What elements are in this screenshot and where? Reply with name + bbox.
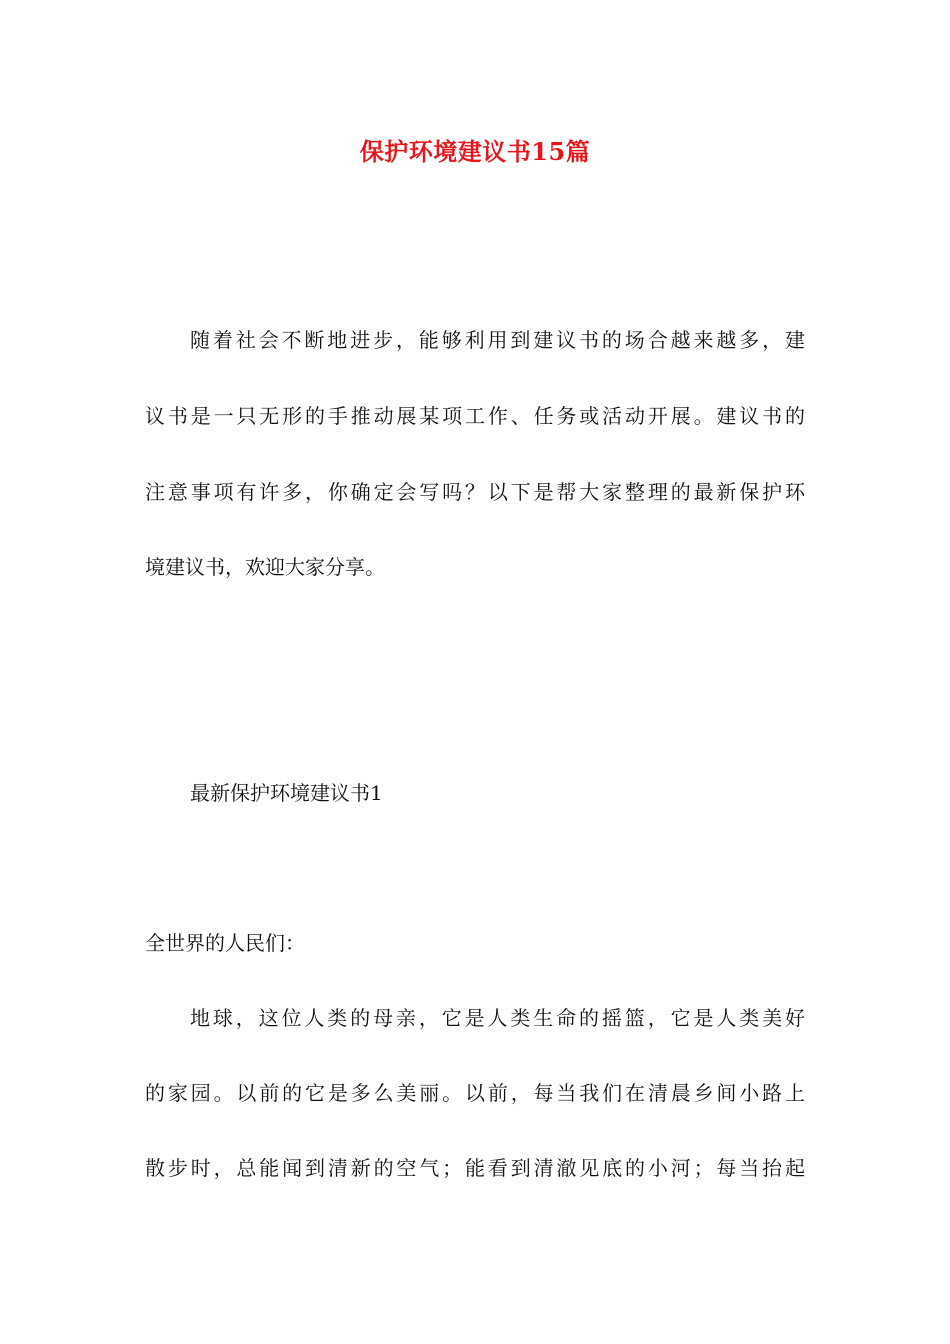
body-line-1: 地球，这位人类的母亲，它是人类生命的摇篮，它是人类美好 <box>190 1006 805 1030</box>
salutation: 全世界的人民们： <box>145 931 305 955</box>
section-heading: 最新保护环境建议书1 <box>190 781 383 805</box>
body-line-2: 的家园。以前的它是多么美丽。以前，每当我们在清晨乡间小路上 <box>145 1081 805 1105</box>
intro-line-4: 境建议书，欢迎大家分享。 <box>145 555 385 579</box>
intro-line-2: 议书是一只无形的手推动展某项工作、任务或活动开展。建议书的 <box>145 404 805 428</box>
document-title: 保护环境建议书15篇 <box>359 137 591 166</box>
intro-line-3: 注意事项有许多，你确定会写吗？以下是帮大家整理的最新保护环 <box>145 480 805 504</box>
intro-line-1: 随着社会不断地进步，能够利用到建议书的场合越来越多，建 <box>190 328 805 352</box>
body-line-3: 散步时，总能闻到清新的空气；能看到清澈见底的小河；每当抬起 <box>145 1156 805 1180</box>
